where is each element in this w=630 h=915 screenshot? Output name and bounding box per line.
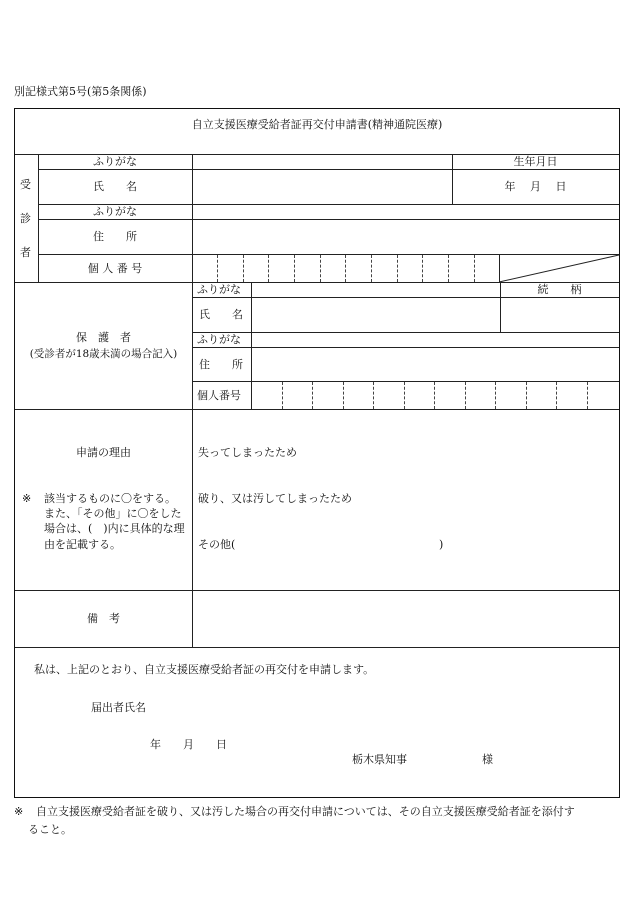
guardian-label: 保 護 者 (76, 331, 131, 344)
line-remarks-bottom (15, 647, 619, 648)
footnote-line-1: 自立支援医療受給者証を破り、又は汚した場合の再交付申請については、その自立支援医療受給者証を添付す (36, 805, 575, 818)
reason-label: 申請の理由 (76, 446, 131, 459)
addressee-honorific: 様 (482, 753, 493, 766)
guardian-address-field[interactable] (252, 348, 619, 381)
guardian-name-field[interactable] (252, 298, 499, 332)
reason-note-line-2: また、「その他」に〇をした (44, 507, 182, 520)
reason-option-other-prefix[interactable]: その他( (198, 538, 236, 551)
guardian-furigana-label: ふりがな (197, 283, 241, 296)
patient-furigana-label: ふりがな (93, 155, 137, 168)
line-guardian-label-col (192, 282, 193, 409)
guardian-address-furigana-field[interactable] (252, 333, 619, 347)
applicant-name-field[interactable] (160, 698, 460, 718)
form-number-label: 別記様式第5号(第5条関係) (14, 85, 147, 98)
reason-option-damaged[interactable]: 破り、又は汚してしまったため (198, 492, 352, 505)
guardian-my-number-field[interactable] (252, 382, 619, 409)
guardian-address-label: 住 所 (199, 358, 243, 371)
guardian-my-number-label: 個人番号 (197, 389, 241, 402)
birth-date-field[interactable]: 年 月 日 (504, 180, 567, 193)
patient-section-char-3: 者 (20, 246, 31, 259)
guardian-note: (受診者が18歳未満の場合記入) (29, 348, 178, 360)
footnote-mark: ※ (14, 805, 24, 818)
remarks-field[interactable] (193, 591, 619, 647)
declaration-date[interactable]: 年 月 日 (150, 738, 227, 751)
guardian-relation-label: 続 柄 (537, 283, 582, 296)
reason-note-line-3: 場合は、( )内に具体的な理 (44, 522, 185, 535)
reason-option-lost[interactable]: 失ってしまったため (198, 446, 297, 459)
patient-address-field[interactable] (193, 220, 619, 254)
patient-furigana-field[interactable] (193, 155, 451, 169)
reason-option-other-suffix: ) (439, 538, 444, 551)
line-guardian-bottom (15, 409, 619, 410)
diagonal-slash (499, 254, 620, 283)
patient-section-char-1: 受 (20, 178, 31, 191)
patient-address-furigana-field[interactable] (193, 205, 619, 219)
applicant-name-label: 届出者氏名 (91, 701, 146, 714)
footnote-line-2: ること。 (28, 823, 72, 836)
guardian-relation-field[interactable] (501, 298, 619, 332)
reason-note-line-1: 該当するものに〇をする。 (44, 492, 176, 505)
declaration-statement: 私は、上記のとおり、自立支援医療受給者証の再交付を申請します。 (34, 663, 375, 676)
patient-section-char-2: 診 (20, 212, 31, 225)
reason-other-input[interactable] (242, 536, 438, 553)
patient-name-label: 氏 名 (93, 180, 137, 193)
form-title: 自立支援医療受給者証再交付申請書(精神通院医療) (191, 118, 443, 131)
patient-name-field[interactable] (193, 170, 451, 204)
patient-address-label: 住 所 (93, 230, 137, 243)
reason-note-line-4: 由を記載する。 (44, 538, 121, 551)
addressee-label: 栃木県知事 (352, 753, 407, 766)
guardian-name-label: 氏 名 (199, 308, 243, 321)
guardian-furigana-label-2: ふりがな (197, 333, 241, 346)
patient-my-number-field[interactable] (193, 255, 499, 282)
birth-date-label: 生年月日 (513, 155, 558, 168)
guardian-furigana-field[interactable] (252, 283, 499, 297)
patient-my-number-label: 個 人 番 号 (87, 262, 143, 275)
patient-furigana-label-2: ふりがな (93, 205, 137, 218)
remarks-label: 備 考 (87, 612, 120, 625)
reason-note-mark: ※ (22, 492, 32, 505)
